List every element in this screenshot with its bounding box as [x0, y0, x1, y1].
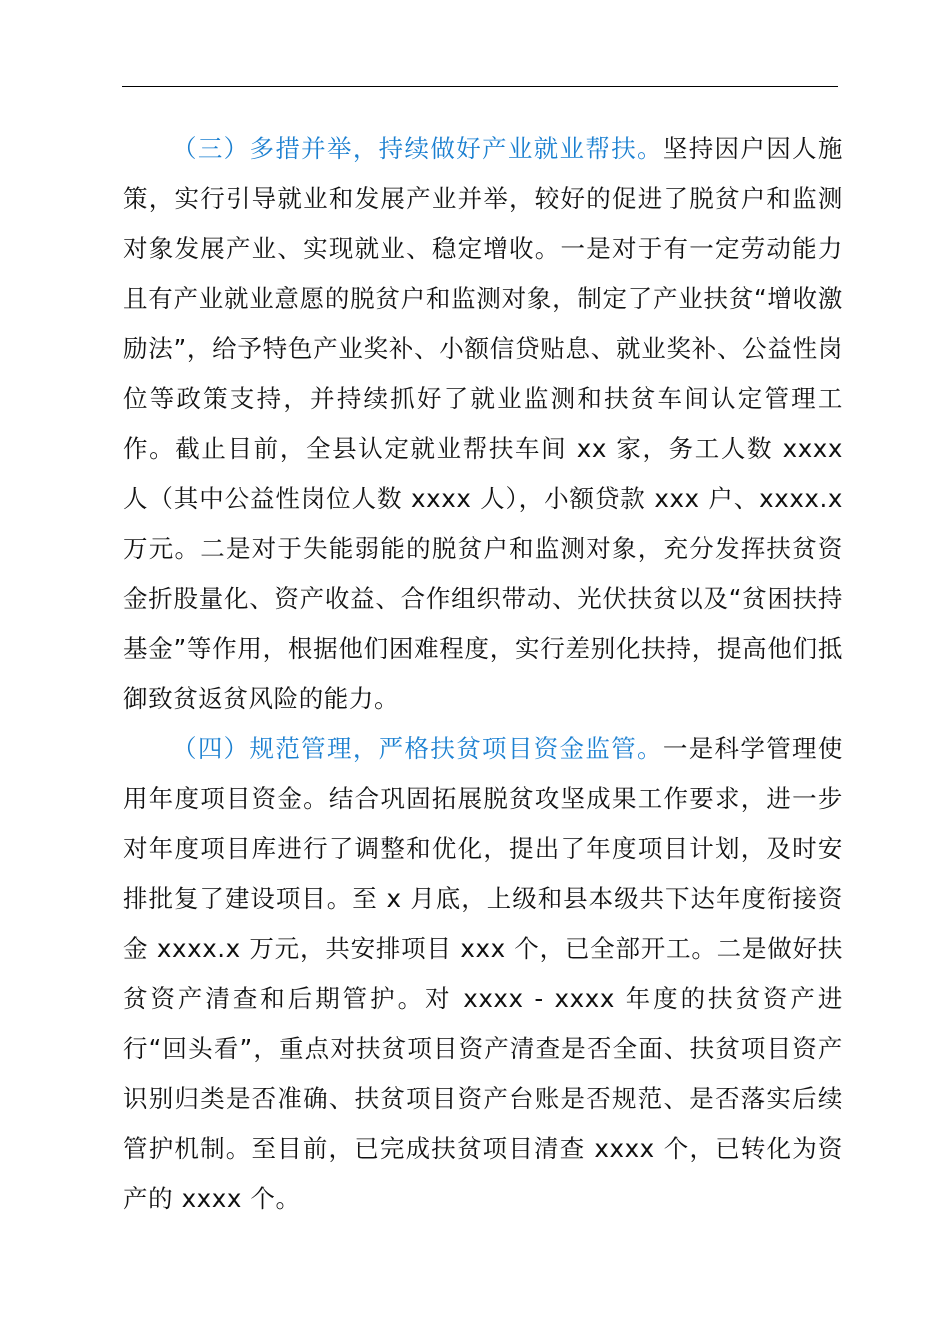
section-paragraph	[123, 724, 843, 1224]
section-text: 一是科学管理使用年度项目资金。结合巩固拓展脱贫攻坚成果工作要求，进一步对年度项目库进行了调整和优化，提出了年度项目计划，及时安排批复了建设项目。至 x 月底，上级和县本级共下达年度衔接资金 xxxx.x 万元，共安排项目 xxx 个，已全部开工。二是做好扶贫资产清查和后期管护。对 xxxx - xxxx 年度的扶贫资产进行“回头看”，重点对扶贫项目资产清查是否全面、扶贫项目资产识别归类是否准确、扶贫项目资产台账是否规范、是否落实后续管护机制。至目前，已完成扶贫项目清查 xxxx 个，已转化为资产的 xxxx 个。	[123, 734, 843, 1213]
section-text: 坚持因户因人施策，实行引导就业和发展产业并举，较好的促进了脱贫户和监测对象发展产业、实现就业、稳定增收。一是对于有一定劳动能力且有产业就业意愿的脱贫户和监测对象，制定了产业扶贫“增收激励法”，给予特色产业奖补、小额信贷贴息、就业奖补、公益性岗位等政策支持，并持续抓好了就业监测和扶贫车间认定管理工作。截止目前，全县认定就业帮扶车间 xx 家，务工人数 xxxx 人（其中公益性岗位人数 xxxx 人），小额贷款 xxx 户、xxxx.x 万元。二是对于失能弱能的脱贫户和监测对象，充分发挥扶贫资金折股量化、资产收益、合作组织带动、光伏扶贫以及“贫困扶持基金”等作用，根据他们困难程度，实行差别化扶持，提高他们抵御致贫返贫风险的能力。	[123, 134, 843, 713]
document-body	[123, 124, 843, 1224]
header-rule	[122, 86, 838, 87]
section-heading: （三）多措并举，持续做好产业就业帮扶。	[172, 134, 663, 163]
section-paragraph	[123, 124, 843, 724]
section-heading: （四）规范管理，严格扶贫项目资金监管。	[172, 734, 663, 763]
